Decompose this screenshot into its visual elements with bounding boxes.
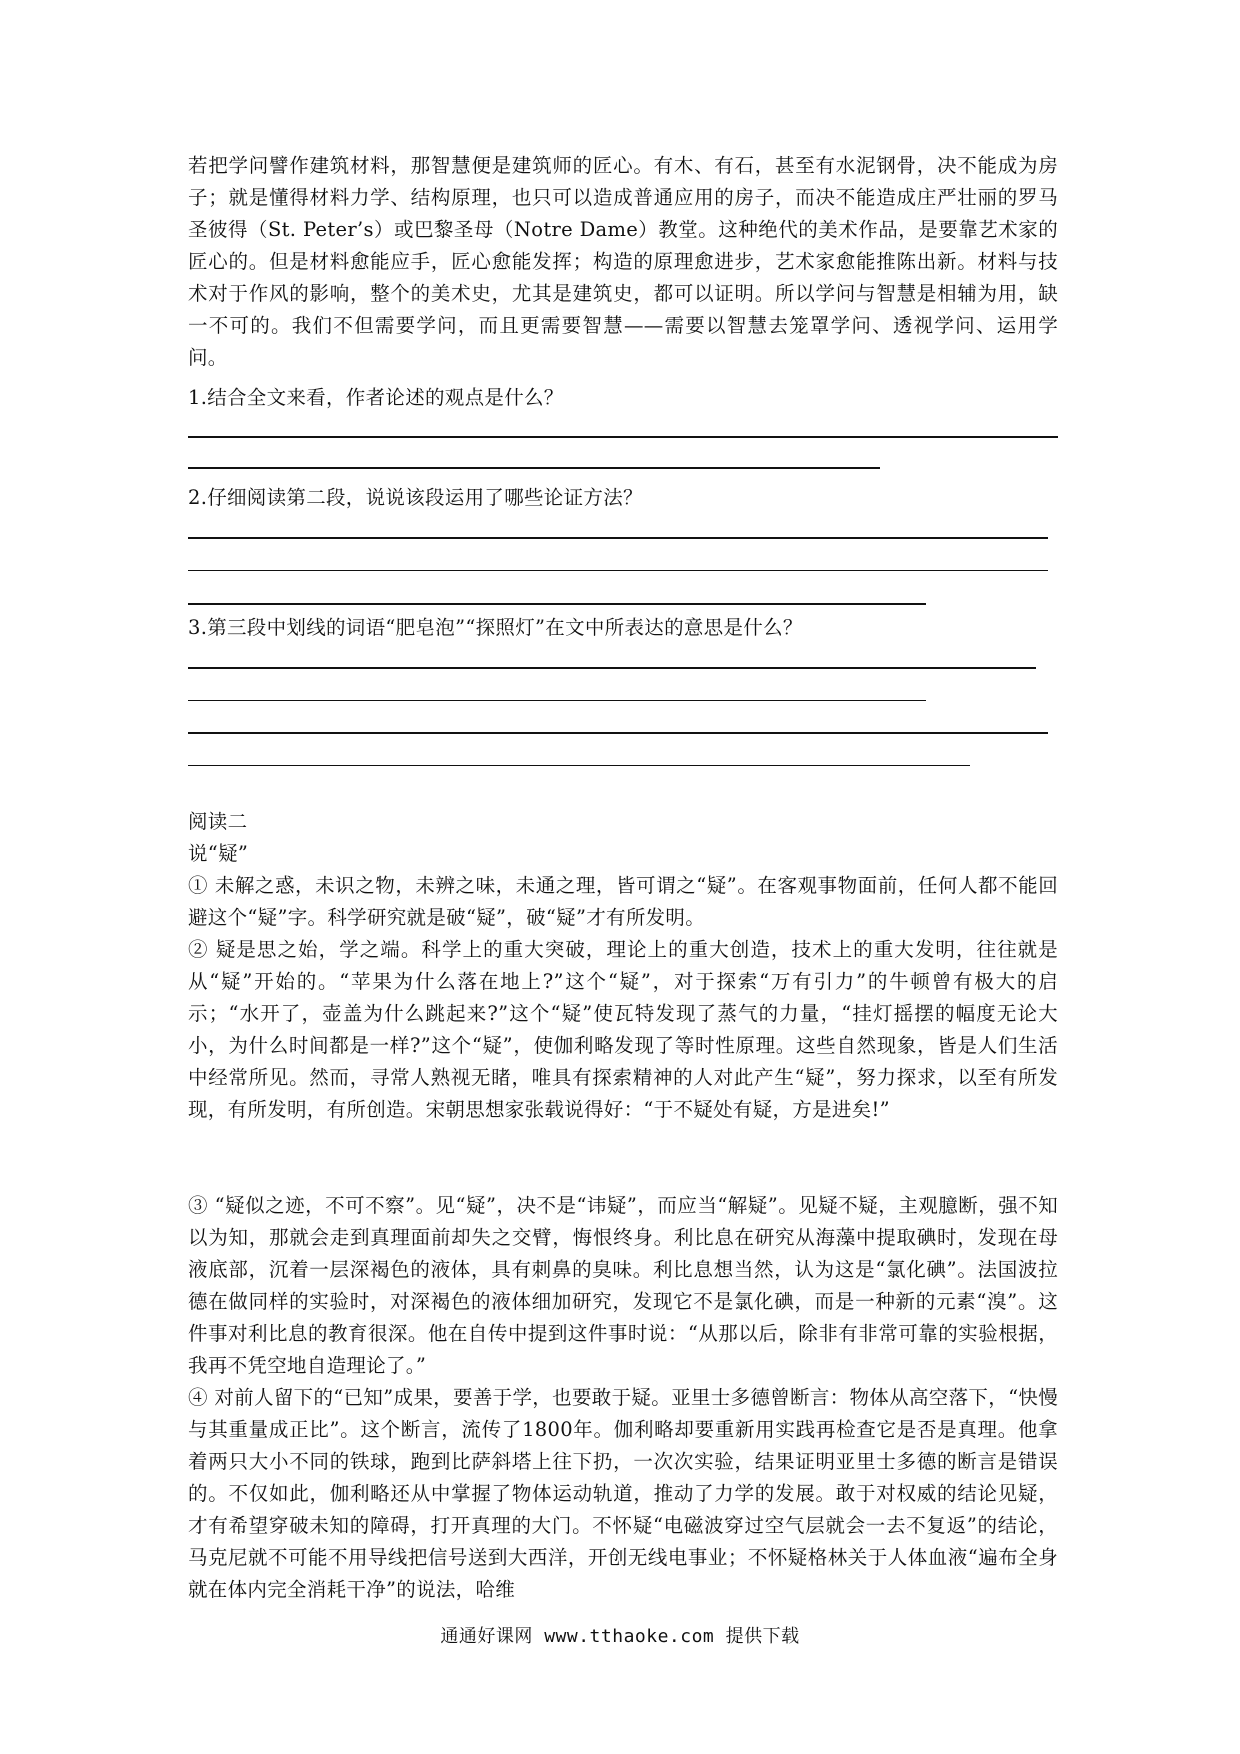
question-1: 1.结合全文来看，作者论述的观点是什么？: [188, 386, 564, 409]
answer-line: [188, 436, 1058, 438]
answer-line: [188, 603, 926, 605]
footer-credit: 通通好课网 www.tthaoke.com 提供下载: [440, 1626, 800, 1647]
answer-line: [188, 700, 926, 701]
reading2-paragraph-2: ② 疑是思之始，学之端。科学上的重大突破，理论上的重大创造，技术上的重大发明，往往就是从“疑”开始的。“苹果为什么落在地上?”这个“疑”，对于探索“万有引力”的牛顿曾有极大的启示；“水开了，壶盖为什么跳起来?”这个“疑”使瓦特发现了蒸气的力量，“挂灯摇摆的幅度无论大小，为什么时间都是一样?”这个“疑”，使伽利略发现了等时性原理。这些自然现象，皆是人们生活中经常所见。然而，寻常人熟视无睹，唯具有探索精神的人对此产生“疑”，努力探求，以至有所发现，有所发明，有所创造。宋朝思想家张载说得好：“于不疑处有疑，方是进矣!”: [188, 938, 1058, 1121]
reading2-paragraph-3: ③ “疑似之迹，不可不察”。见“疑”，决不是“讳疑”，而应当“解疑”。见疑不疑，主观臆断，强不知以为知，那就会走到真理面前却失之交臂，悔恨终身。利比息在研究从海藻中提取碘时，发现在母液底部，沉着一层深褐色的液体，具有刺鼻的臭味。利比息想当然，认为这是“氯化碘”。法国波拉德在做同样的实验时，对深褐色的液体细加研究，发现它不是氯化碘，而是一种新的元素“溴”。这件事对利比息的教育很深。他在自传中提到这件事时说：“从那以后，除非有非常可靠的实验根据，我再不凭空地自造理论了。”: [188, 1194, 1058, 1377]
answer-line: [188, 765, 970, 766]
answer-line: [188, 570, 1048, 571]
reading2-heading: 阅读二: [188, 810, 248, 833]
answer-line: [188, 667, 1036, 669]
answer-line: [188, 467, 880, 469]
answer-line: [188, 732, 1048, 734]
answer-line: [188, 537, 1048, 539]
reading2-paragraph-4: ④ 对前人留下的“已知”成果，要善于学，也要敢于疑。亚里士多德曾断言：物体从高空落下，“快慢与其重量成正比”。这个断言，流传了1800年。伽利略却要重新用实践再检查它是否是真理。他拿着两只大小不同的铁球，跑到比萨斜塔上往下扔，一次次实验，结果证明亚里士多德的断言是错误的。不仅如此，伽利略还从中掌握了物体运动轨道，推动了力学的发展。敢于对权威的结论见疑，才有希望穿破未知的障碍，打开真理的大门。不怀疑“电磁波穿过空气层就会一去不复返”的结论，马克尼就不可能不用导线把信号送到大西洋，开创无线电事业；不怀疑格林关于人体血液“遍布全身就在体内完全消耗干净”的说法，哈维: [188, 1386, 1058, 1601]
question-3: 3.第三段中划线的词语“肥皂泡”“探照灯”在文中所表达的意思是什么？: [188, 616, 803, 639]
reading1-paragraph: 若把学问譬作建筑材料，那智慧便是建筑师的匠心。有木、有石，甚至有水泥钢骨，决不能成为房子；就是懂得材料力学、结构原理，也只可以造成普通应用的房子，而决不能造成庄严壮丽的罗马圣彼得（St. Peter’s）或巴黎圣母（Notre Dame）教堂。这种绝代的美术作品，是要靠艺术家的匠心的。但是材料愈能应手，匠心愈能发挥；构造的原理愈进步，艺术家愈能推陈出新。材料与技术对于作风的影响，整个的美术史，尤其是建筑史，都可以证明。所以学问与智慧是相辅为用，缺一不可的。我们不但需要学问，而且更需要智慧——需要以智慧去笼罩学问、透视学问、运用学问。: [188, 154, 1058, 369]
reading2-paragraph-1: ① 未解之惑，未识之物，未辨之味，未通之理，皆可谓之“疑”。在客观事物面前，任何人都不能回避这个“疑”字。科学研究就是破“疑”，破“疑”才有所发明。: [188, 874, 1058, 929]
reading2-title: 说“疑”: [188, 842, 249, 865]
question-2: 2.仔细阅读第二段，说说该段运用了哪些论证方法？: [188, 486, 643, 509]
